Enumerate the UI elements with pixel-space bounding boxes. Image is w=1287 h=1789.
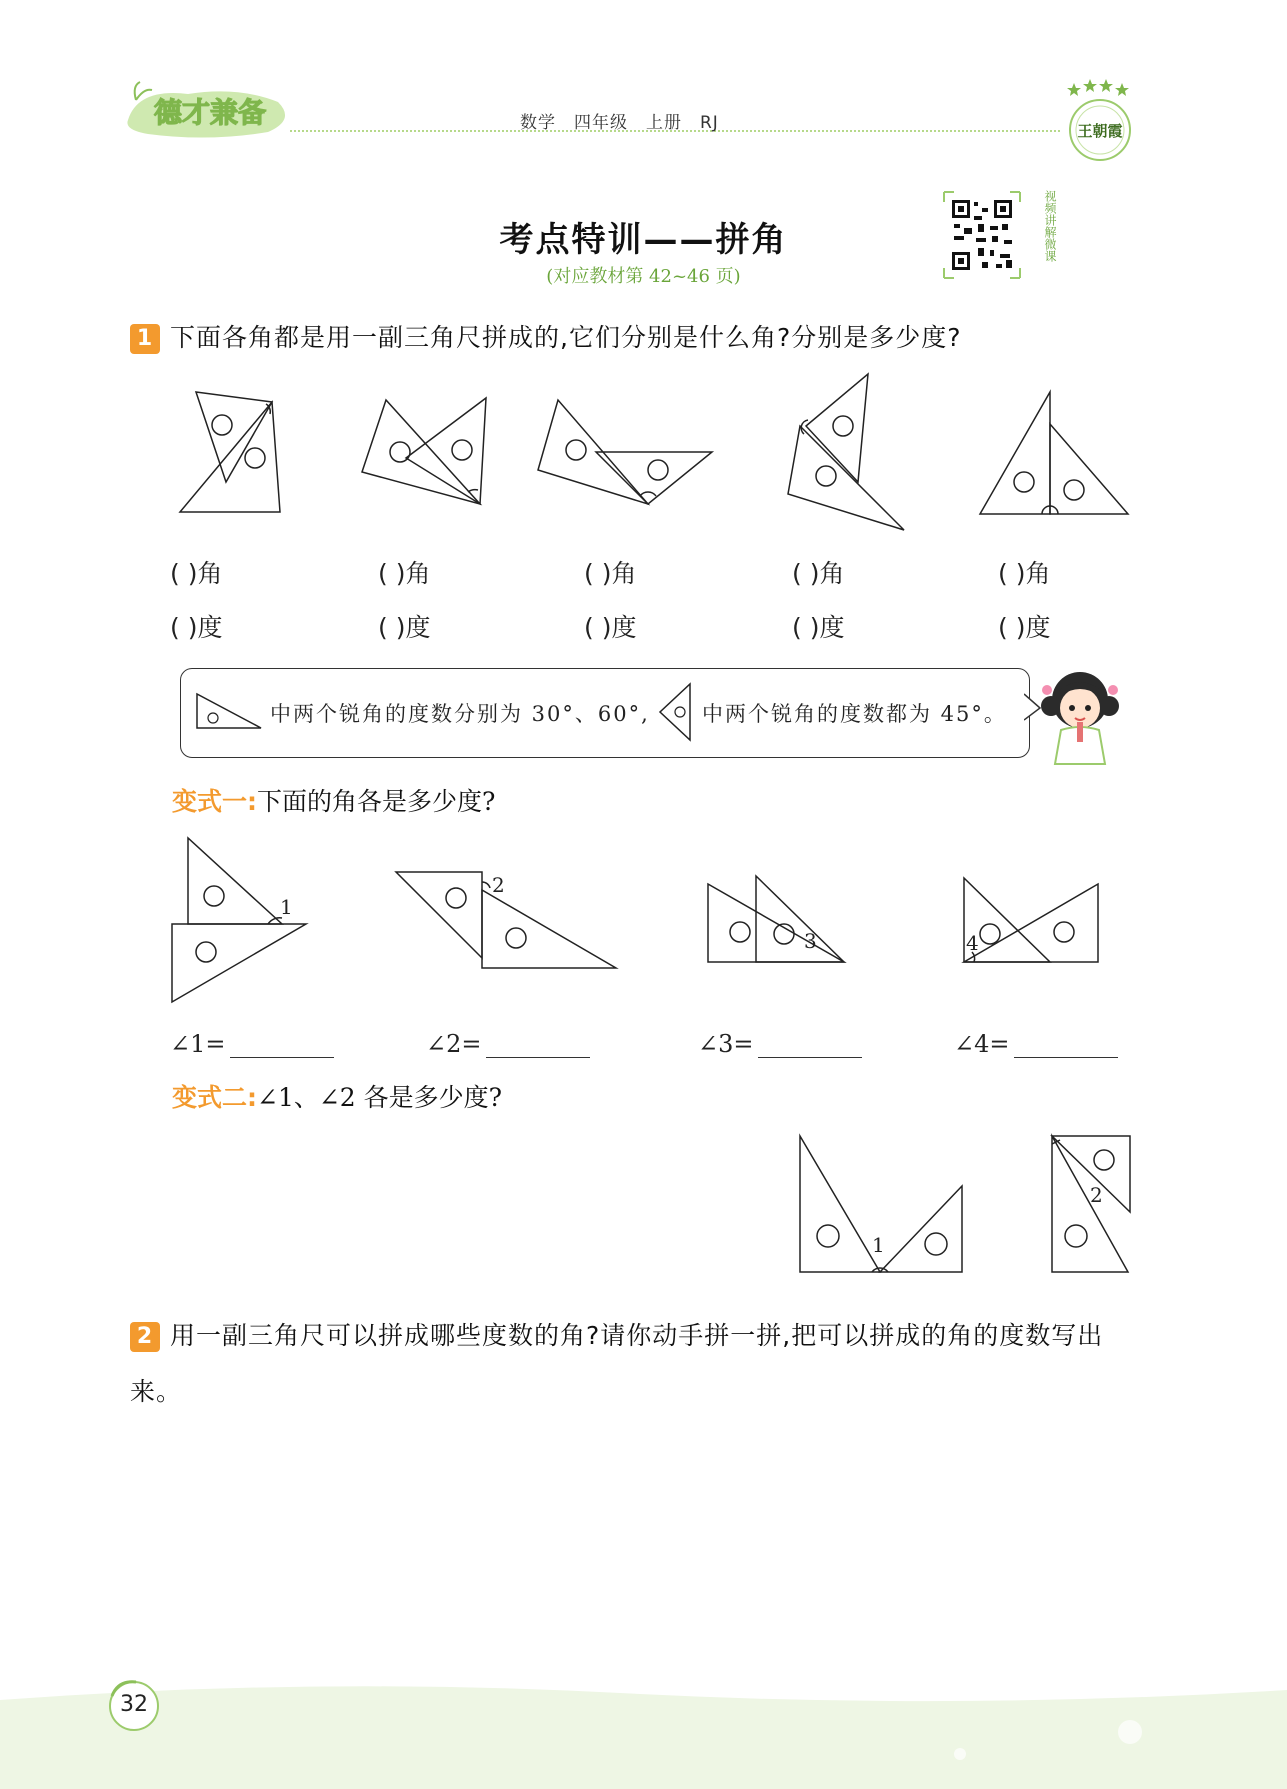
variant-text: ∠1、∠2 各是多少度? xyxy=(257,1083,503,1112)
answer-blank[interactable]: ( )角 xyxy=(584,559,637,588)
answer-label: ∠3= xyxy=(698,1030,754,1058)
answer-blank[interactable]: ( )度 xyxy=(792,613,845,642)
q1-figure-a xyxy=(180,392,280,512)
variant-1 xyxy=(172,782,495,818)
v1-answer-2 xyxy=(426,1030,590,1058)
grade: 四年级 xyxy=(574,113,628,133)
q1-figures xyxy=(170,365,1130,535)
answer-blank[interactable]: ( )角 xyxy=(170,559,223,588)
q1-figure-d xyxy=(788,374,904,530)
question-2 xyxy=(130,1308,1140,1420)
logo-text: 德才兼备 xyxy=(153,96,267,129)
edition: RJ xyxy=(700,113,719,133)
subject-header xyxy=(520,108,737,133)
q1-figure-c xyxy=(538,400,712,504)
answer-blank[interactable]: ( )角 xyxy=(792,559,845,588)
answer-label: ∠4= xyxy=(954,1030,1010,1058)
answer-blank[interactable]: ( )度 xyxy=(378,613,431,642)
angle-mark-1: 1 xyxy=(872,1233,885,1257)
variant-2 xyxy=(172,1078,502,1114)
answer-line[interactable] xyxy=(486,1035,590,1058)
answer-blank[interactable]: ( )度 xyxy=(998,613,1051,642)
v1-figure-1 xyxy=(172,838,306,1002)
answer-line[interactable] xyxy=(1014,1035,1118,1058)
seal-logo xyxy=(1060,78,1140,168)
variant2-figures xyxy=(790,1128,1140,1276)
hint-text-part1: 中两个锐角的度数分别为 30°、60°, xyxy=(270,702,650,726)
answer-line[interactable] xyxy=(230,1035,334,1058)
cartoon-girl-icon xyxy=(1035,660,1125,770)
variant-label: 变式二: xyxy=(172,1083,257,1112)
answer-blank[interactable]: ( )度 xyxy=(584,613,637,642)
subject-name: 数学 xyxy=(520,113,556,133)
angle-mark-3: 3 xyxy=(804,929,817,953)
page-title: 考点特训——拼角 xyxy=(499,220,788,260)
footer-background xyxy=(0,1680,1287,1789)
v1-answer-4 xyxy=(954,1030,1118,1058)
v1-figure-2 xyxy=(396,872,616,968)
answer-label: ∠1= xyxy=(170,1030,226,1058)
variant-label: 变式一: xyxy=(172,787,257,816)
q1-figure-b xyxy=(362,398,486,504)
seal-text: 王朝霞 xyxy=(1077,122,1123,140)
qr-label: 视频讲解微课 xyxy=(1043,190,1057,262)
q1-blank-row-degrees xyxy=(170,608,1130,642)
answer-blank[interactable]: ( )度 xyxy=(170,613,223,642)
q1-blank-row-angle-type xyxy=(170,554,1130,588)
question-text: 用一副三角尺可以拼成哪些度数的角?请你动手拼一拼,把可以拼成的角的度数写出来。 xyxy=(130,1321,1104,1406)
v1-figure-3 xyxy=(708,876,844,962)
brand-logo xyxy=(118,80,298,140)
v1-answer-1 xyxy=(170,1030,334,1058)
angle-mark-2: 2 xyxy=(1090,1183,1103,1207)
question-number: 2 xyxy=(130,1322,160,1352)
textbook-reference: (对应教材第 42~46 页) xyxy=(546,266,741,287)
set-square-45-icon xyxy=(656,680,694,744)
page-number: 32 xyxy=(120,1692,148,1717)
set-square-30-60-icon xyxy=(193,690,265,732)
variant1-figures xyxy=(168,830,1128,1010)
answer-label: ∠2= xyxy=(426,1030,482,1058)
question-1 xyxy=(130,318,962,354)
page-number-badge xyxy=(106,1678,162,1734)
question-text: 下面各角都是用一副三角尺拼成的,它们分别是什么角?分别是多少度? xyxy=(170,323,962,352)
answer-blank[interactable]: ( )角 xyxy=(378,559,431,588)
answer-line[interactable] xyxy=(758,1035,862,1058)
hint-text-part2: 中两个锐角的度数都为 45°。 xyxy=(702,702,1007,726)
answer-blank[interactable]: ( )角 xyxy=(998,559,1051,588)
qr-code[interactable] xyxy=(942,190,1064,280)
angle-mark-4: 4 xyxy=(966,931,979,955)
v1-figure-4 xyxy=(964,878,1098,962)
variant-text: 下面的角各是多少度? xyxy=(257,787,496,816)
question-number: 1 xyxy=(130,324,160,354)
angle-mark-1: 1 xyxy=(280,895,293,919)
volume: 上册 xyxy=(646,113,682,133)
v1-answer-3 xyxy=(698,1030,862,1058)
q1-figure-e xyxy=(980,392,1128,514)
angle-mark-2: 2 xyxy=(492,873,505,897)
